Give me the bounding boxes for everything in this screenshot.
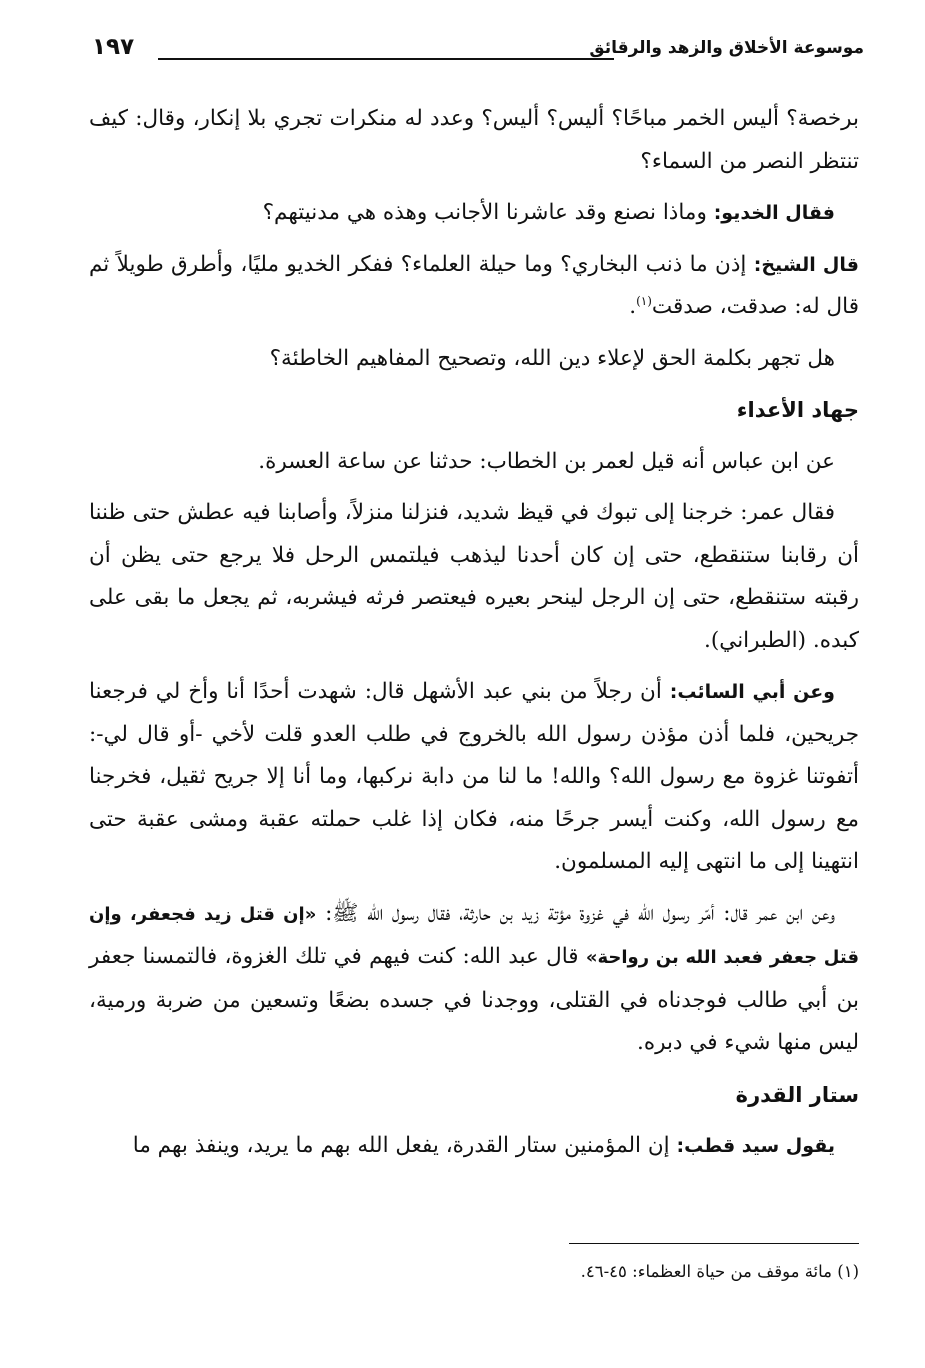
header-rule [158,58,614,60]
paragraph-2 [89,192,859,235]
section-heading-jihad: جهاد الأعداء [736,398,859,422]
paragraph-8 [89,893,859,1065]
paragraph-6: فقال عمر: خرجنا إلى تبوك في قيظ شديد، فنزلنا منزلاً، وأصابنا فيه عطش حتى ظننا أن رقابنا ستنقطع، حتى إن كان أحدنا ليذهب فيلتمس الرحل فلا يرجع حتى يظن أن رقبته ستنقطع، حتى إن الرجل لينحر بعيره فيعتصر فرثه فيشربه، ثم يجعل ما بقى على كبده. (الطبراني). [89,500,859,653]
paragraph-3 [89,244,859,329]
page-number: ١٩٧ [92,34,135,60]
footnote: (١) مائة موقف من حياة العظماء: ٤٥-٤٦. [580,1262,859,1281]
paragraph-1: برخصة؟ أليس الخمر مباحًا؟ أليس؟ أليس؟ وعدد له منكرات تجري بلا إنكار، وقال: كيف تنتظر النصر من السماء؟ [89,106,859,174]
running-title: موسوعة الأخلاق والزهد والرقائق [589,38,864,58]
narrator-sayyid-qutb: يقول سيد قطب: [676,1135,835,1157]
paragraph-2-text: وماذا نصنع وقد عاشرنا الأجانب وهذه هي مدنيتهم؟ [262,200,707,225]
speaker-sheikh: قال الشيخ: [753,253,859,276]
paragraph-7 [89,671,859,884]
page-header [92,28,864,72]
paragraph-3-text: إذن ما ذنب البخاري؟ وما حيلة العلماء؟ ففكر الخديو مليًا، وأطرق طويلاً ثم قال له: صدقت، صدقت [89,251,859,319]
footnote-reference[interactable]: (١) [636,293,652,308]
narrator-abu-alsaib: وعن أبي السائب: [669,681,835,703]
paragraph-8-intro: وعن ابن عمر قال: أمّر رسول الله في غزوة مؤتة زيد بن حارثة، فقال رسول الله ﷺ: [325,900,836,926]
speaker-khedive: فقال الخديو: [713,202,835,224]
footnote-rule [569,1243,859,1244]
paragraph-8-text: قال عبد الله: كنت فيهم في تلك الغزوة، فالتمسنا جعفر بن أبي طالب فوجدناه في القتلى، ووجدنا في جسده بضعًا وتسعين من ضربة ورمية، ليس منها شيء في دبره. [89,944,859,1055]
page-body [89,98,859,1177]
section-heading-sitar: ستار القدرة [735,1082,859,1107]
paragraph-4: هل تجهر بكلمة الحق لإعلاء دين الله، وتصحيح المفاهيم الخاطئة؟ [269,345,835,371]
paragraph-9-text: إن المؤمنين ستار القدرة، يفعل الله بهم ما يريد، وينفذ بهم ما [132,1133,670,1158]
paragraph-7-text: أن رجلاً من بني عبد الأشهل قال: شهدت أحدًا أنا وأخ لي فرجعنا جريحين، فلما أذن مؤذن رسول الله بالخروج في طلب العدو قلت لأخي -أو قال لي-: أتفوتنا غزوة مع رسول الله؟ والله! ما لنا من دابة نركبها، وما أنا إلا جريح ثقيل، فخرجنا مع رسول الله، وكنت أيسر جرحًا منه، فكان إذا غلب حملته عقبة ومشى عقبة حتى انتهينا إلى ما انتهى إليه المسلمون. [89,679,859,874]
paragraph-9 [89,1125,859,1168]
paragraph-3-end: . [629,294,637,319]
paragraph-5: عن ابن عباس أنه قيل لعمر بن الخطاب: حدثنا عن ساعة العسرة. [258,448,835,474]
hadith-quote: «إن قتل زيد فجعفر، وإن قتل جعفر فعبد الله بن رواحة» [89,903,859,968]
